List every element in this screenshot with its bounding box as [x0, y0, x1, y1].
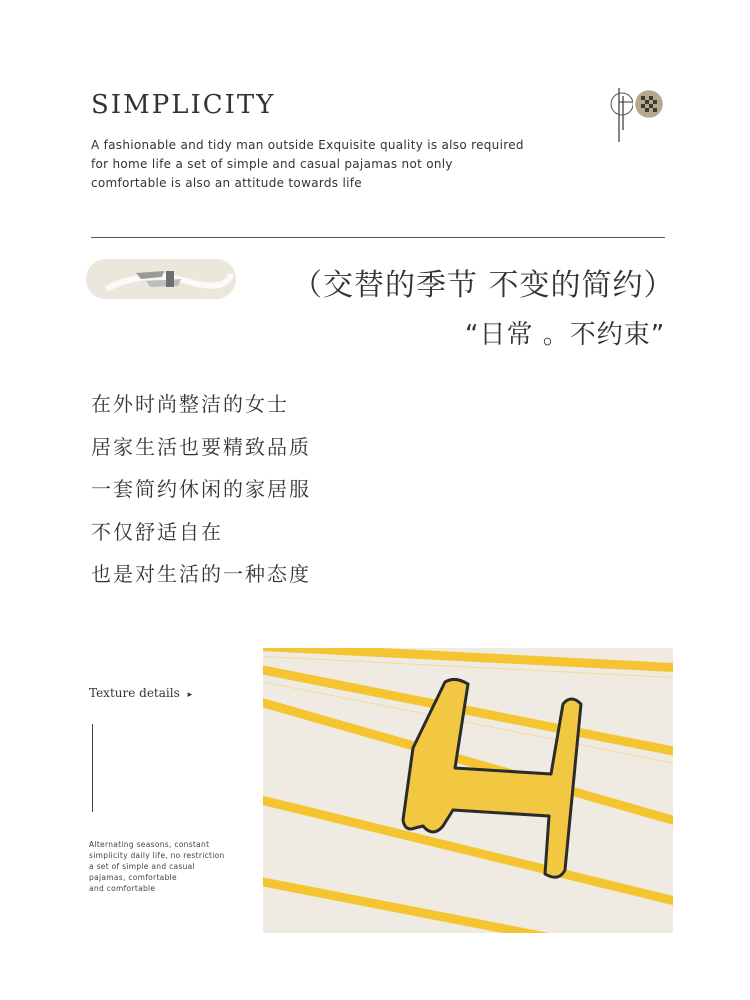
- poem-line: 也是对生活的一种态度: [91, 562, 311, 586]
- vertical-divider: [92, 724, 93, 812]
- page-title: SIMPLICITY: [91, 90, 276, 120]
- headline: （交替的季节 不变的简约）: [292, 268, 675, 303]
- intro-line: A fashionable and tidy man outside Exquisite quality is also required: [91, 138, 524, 152]
- brand-logo-icon: [604, 86, 674, 146]
- texture-label-text: Texture details: [89, 686, 180, 700]
- triangle-right-icon: ▸: [187, 690, 193, 700]
- intro-line: comfortable is also an attitude towards life: [91, 176, 362, 190]
- texture-details-label: [89, 686, 192, 700]
- product-thumbnail: [86, 259, 236, 299]
- poem-line: 在外时尚整洁的女士: [91, 392, 289, 416]
- poem-line: 居家生活也要精致品质: [91, 434, 311, 459]
- fabric-detail-image: [263, 648, 673, 933]
- texture-description-line: Alternating seasons, constant: [89, 840, 210, 849]
- poem-line: 一套简约休闲的家居服: [91, 477, 311, 501]
- subheadline: “日常 。不约束”: [465, 320, 666, 350]
- texture-description-line: a set of simple and casual: [89, 862, 195, 871]
- poem-line: 不仅舒适自在: [91, 519, 223, 544]
- texture-description-line: and comfortable: [89, 884, 156, 893]
- texture-description: [89, 839, 249, 894]
- intro-text: [91, 136, 581, 193]
- intro-line: for home life a set of simple and casual pajamas not only: [91, 157, 453, 171]
- section-divider: [91, 237, 665, 238]
- texture-description-line: pajamas, comfortable: [89, 873, 177, 882]
- poem: [91, 383, 311, 596]
- texture-description-line: simplicity daily life, no restriction: [89, 851, 225, 860]
